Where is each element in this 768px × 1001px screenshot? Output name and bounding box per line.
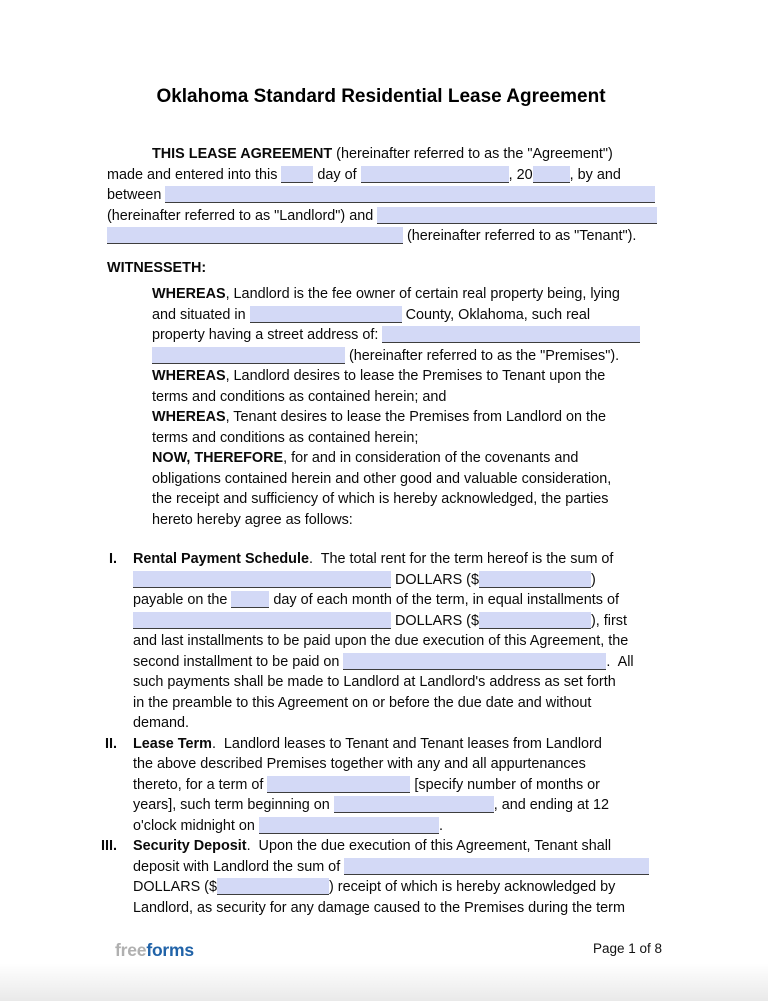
text-run: between (107, 187, 166, 203)
text-run: , Landlord is the fee owner of certain real property being, lying (225, 286, 620, 302)
document-line (152, 407, 655, 428)
text-run: (hereinafter referred to as the "Premises"). (345, 347, 620, 364)
document-line (133, 898, 655, 919)
text-run: payable on the (133, 592, 232, 608)
text-run: such payments shall be made to Landlord at Landlord's address as set forth (133, 674, 616, 690)
section-text (133, 836, 655, 918)
text-run: WHEREAS (152, 368, 226, 384)
text-run: years], such term beginning on (133, 797, 334, 813)
blank-field[interactable] (217, 878, 329, 895)
text-run: . Landlord leases to Tenant and Tenant leases from Landlord (211, 735, 602, 752)
document-line (152, 325, 655, 346)
text-run: hereto hereby agree as follows: (152, 511, 353, 528)
section-III (95, 836, 655, 918)
blank-field[interactable] (479, 612, 591, 629)
document-line (133, 734, 655, 755)
section-numeral: III. (101, 838, 117, 854)
text-run: second installment to be paid on (133, 653, 344, 670)
blank-field[interactable] (344, 858, 649, 875)
text-run: . Upon the due execution of this Agreement, Tenant shall (246, 838, 612, 854)
text-run: ), first (590, 612, 627, 629)
document-line (133, 672, 655, 693)
section-text (133, 549, 655, 734)
text-run: property having a street address of: (152, 327, 383, 343)
blank-field[interactable] (259, 817, 439, 834)
document-line (133, 693, 655, 714)
page-bottom-shadow (0, 963, 768, 1001)
document-line (107, 206, 655, 227)
text-run: WHEREAS (152, 286, 226, 302)
text-run: o'clock midnight on (133, 817, 259, 834)
text-run: day of (313, 166, 361, 183)
freeforms-logo (115, 940, 194, 961)
text-run: and last installments to be paid upon the due execution of this Agreement, the (133, 633, 629, 649)
text-run: , Landlord desires to lease the Premises to Tenant upon the (225, 368, 606, 384)
blank-field[interactable] (334, 796, 494, 813)
document-line (133, 836, 655, 857)
text-run: (hereinafter referred to as the "Agreement") (332, 146, 613, 162)
text-run: day of each month of the term, in equal installments of (269, 592, 619, 608)
blank-field[interactable] (382, 326, 640, 343)
blank-field[interactable] (533, 166, 570, 183)
document-line (152, 387, 655, 408)
text-run: the above described Premises together with any and all appurtenances (133, 756, 586, 772)
text-run: THIS LEASE AGREEMENT (152, 146, 333, 162)
document-line (133, 631, 655, 652)
document-line (107, 258, 655, 279)
text-run: and situated in (152, 306, 250, 323)
document-line (133, 590, 655, 611)
blank-field[interactable] (343, 653, 606, 670)
document-line (133, 754, 655, 775)
text-run: terms and conditions as contained herein; (152, 429, 419, 446)
document-line (152, 448, 655, 469)
text-run: deposit with Landlord the sum of (133, 858, 345, 875)
document-line (152, 428, 655, 449)
text-run: Security Deposit (133, 838, 247, 854)
text-run: , and ending at 12 (493, 797, 610, 813)
blank-field[interactable] (152, 347, 345, 364)
document-line (152, 305, 655, 326)
text-run: . (438, 817, 443, 834)
document-line (152, 346, 655, 367)
blank-field[interactable] (281, 166, 313, 183)
text-run: , by and (569, 166, 621, 183)
document-line (133, 652, 655, 673)
blank-field[interactable] (165, 186, 655, 203)
text-run: DOLLARS ($ (391, 571, 479, 588)
document-line (152, 469, 655, 490)
document-line (133, 713, 655, 734)
document-line (133, 549, 655, 570)
document-line (133, 795, 655, 816)
document-line (107, 226, 655, 247)
blank-field[interactable] (133, 612, 391, 629)
document-line (133, 857, 655, 878)
logo-free-text: free (115, 940, 147, 960)
blank-field[interactable] (479, 571, 591, 588)
blank-field[interactable] (250, 306, 402, 323)
document-line (107, 165, 655, 186)
whereas-paragraph (152, 284, 655, 530)
text-run: , 20 (508, 166, 533, 183)
text-run: terms and conditions as contained herein; and (152, 388, 447, 405)
intro-paragraph (107, 144, 655, 247)
text-run: thereto, for a term of (133, 776, 268, 793)
document-line (133, 877, 655, 898)
blank-field[interactable] (361, 166, 509, 183)
text-run: , for and in consideration of the covenants and (283, 450, 579, 466)
text-run: demand. (133, 715, 190, 731)
section-numeral: II. (105, 735, 117, 752)
document-line (152, 284, 655, 305)
document-line (133, 775, 655, 796)
document-title: Oklahoma Standard Residential Lease Agreement (156, 86, 606, 107)
document-blocks (101, 144, 655, 918)
blank-field[interactable] (107, 227, 403, 244)
document-line (152, 489, 655, 510)
document-line (152, 510, 655, 531)
text-run: Lease Term (133, 735, 212, 752)
text-run: made and entered into this (107, 166, 282, 183)
document-line (133, 816, 655, 837)
witnesseth-heading (107, 258, 655, 279)
document-line (133, 570, 655, 591)
text-run: NOW, THEREFORE (152, 450, 284, 466)
document-line (107, 144, 655, 165)
text-run: in the preamble to this Agreement on or before the due date and without (133, 694, 592, 711)
text-run: WITNESSETH: (107, 259, 207, 276)
logo-forms-text: forms (146, 940, 194, 960)
document-line (107, 185, 655, 206)
text-run: , Tenant desires to lease the Premises from Landlord on the (225, 409, 607, 425)
section-numeral: I. (109, 551, 117, 567)
document-line (133, 611, 655, 632)
blank-field[interactable] (377, 207, 657, 224)
text-run: . The total rent for the term hereof is the sum of (308, 551, 614, 567)
text-run: DOLLARS ($ (133, 879, 217, 895)
section-II (95, 734, 655, 837)
text-run: DOLLARS ($ (391, 612, 479, 629)
text-run: [specify number of months or (410, 776, 600, 793)
text-run: . All (606, 653, 634, 670)
text-run: (hereinafter referred to as "Landlord") and (107, 207, 378, 224)
text-run: WHEREAS (152, 409, 226, 425)
blank-field[interactable] (267, 776, 410, 793)
text-run: ) (590, 571, 596, 588)
section-text (133, 734, 655, 837)
section-I (95, 549, 655, 734)
page-number: Page 1 of 8 (592, 941, 662, 956)
text-run: (hereinafter referred to as "Tenant"). (403, 228, 637, 244)
text-run: Rental Payment Schedule (133, 551, 309, 567)
blank-field[interactable] (231, 591, 269, 608)
text-run: County, Oklahoma, such real (401, 306, 591, 323)
document-body (101, 86, 655, 918)
text-run: the receipt and sufficiency of which is hereby acknowledged, the parties (152, 491, 609, 507)
text-run: Landlord, as security for any damage caused to the Premises during the term (133, 899, 625, 916)
text-run: obligations contained herein and other good and valuable consideration, (152, 470, 612, 487)
document-line (152, 366, 655, 387)
text-run: ) receipt of which is hereby acknowledged by (328, 879, 616, 895)
blank-field[interactable] (133, 571, 391, 588)
